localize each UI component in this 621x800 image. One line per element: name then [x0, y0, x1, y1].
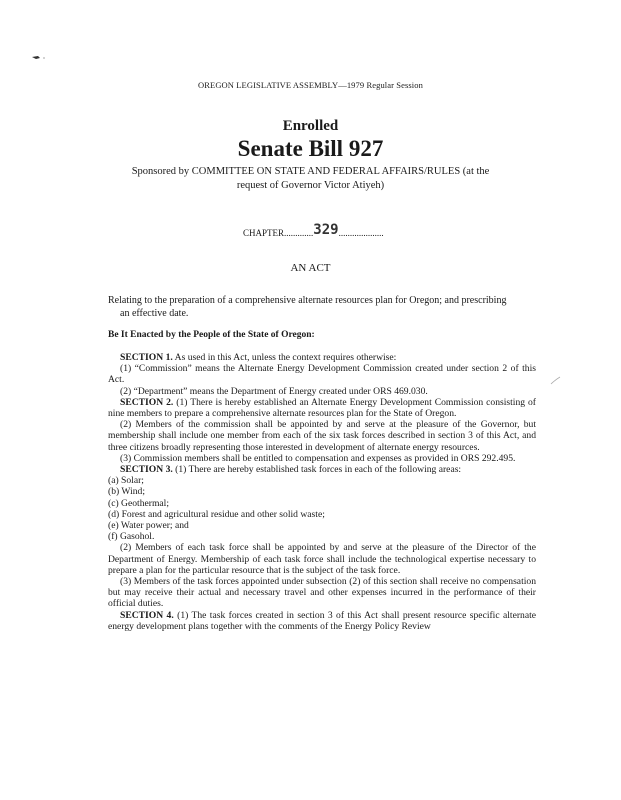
session-header: OREGON LEGISLATIVE ASSEMBLY—1979 Regular Session: [198, 80, 423, 90]
paragraph: SECTION 2. (1) There is hereby established an Alternate Energy Development Commission consisting of nine members to prepare a comprehensive alternate resources plan for the State of Oregon.: [108, 396, 536, 420]
bill-title: Senate Bill 927: [237, 136, 384, 161]
sponsor-line-2: request of Governor Victor Atiyeh): [236, 180, 385, 191]
list-item: (a) Solar;: [108, 475, 144, 487]
relating-line-1: Relating to the preparation of a comprehensive alternate resources plan for Oregon; and prescribing: [108, 295, 507, 306]
list-item: (f) Gasohol.: [108, 531, 155, 543]
list-item: (d) Forest and agricultural residue and other solid waste;: [108, 508, 325, 520]
list-item: (b) Wind;: [108, 486, 146, 498]
relating-line-2: an effective date.: [120, 307, 189, 319]
sponsor-line-1: Sponsored by COMMITTEE ON STATE AND FEDERAL AFFAIRS/RULES (at the: [131, 166, 490, 177]
scan-speck: [548, 374, 566, 388]
paragraph: (2) Members of the commission shall be appointed by and serve at the pleasure of the Governor, but membership shall include one member from each of the six task forces described in section 3 of this Act, and three citizens broadly representing those interested in development of alternate energy resources.: [108, 419, 536, 453]
act-heading: AN ACT: [290, 262, 331, 274]
paragraph: (2) Members of each task force shall be appointed by and serve at the pleasure of the Director of the Department of Energy. Membership of each task force shall include the technological expertise necessary to prepare a plan for the particular resource that is the subject of the task force.: [108, 542, 536, 576]
paragraph: (2) “Department” means the Department of Energy created under ORS 469.030.: [120, 385, 428, 397]
paragraph: (3) Members of the task forces appointed under subsection (2) of this section shall receive no compensation but may receive their actual and necessary travel and other expenses incurred in the performance of their official duties.: [108, 576, 536, 610]
paragraph: (1) “Commission” means the Alternate Energy Development Commission created under section 2 of this Act.: [108, 363, 536, 386]
act-body: [108, 352, 536, 632]
paragraph: (3) Commission members shall be entitled to compensation and expenses as provided in ORS 292.495.: [120, 452, 516, 464]
enrolled-label: Enrolled: [282, 118, 339, 134]
list-item: (c) Geothermal;: [108, 497, 169, 509]
scan-speck: [30, 52, 60, 62]
sponsor-statement: [100, 165, 521, 193]
paragraph: SECTION 4. (1) The task forces created in section 3 of this Act shall present resource specific alternate energy development plans together with the comments of the Energy Policy Review: [108, 609, 536, 632]
chapter-number: 329: [313, 222, 339, 238]
paragraph: SECTION 3. (1) There are hereby established task forces in each of the following areas:: [120, 464, 462, 476]
relating-clause: [108, 295, 516, 320]
chapter-line: CHAPTER.............329....................: [243, 222, 384, 238]
enacting-clause: Be It Enacted by the People of the State of Oregon:: [108, 330, 315, 340]
list-item: (e) Water power; and: [108, 520, 189, 532]
chapter-label: CHAPTER: [243, 228, 285, 238]
paragraph: SECTION 1. As used in this Act, unless the context requires otherwise:: [120, 352, 397, 363]
